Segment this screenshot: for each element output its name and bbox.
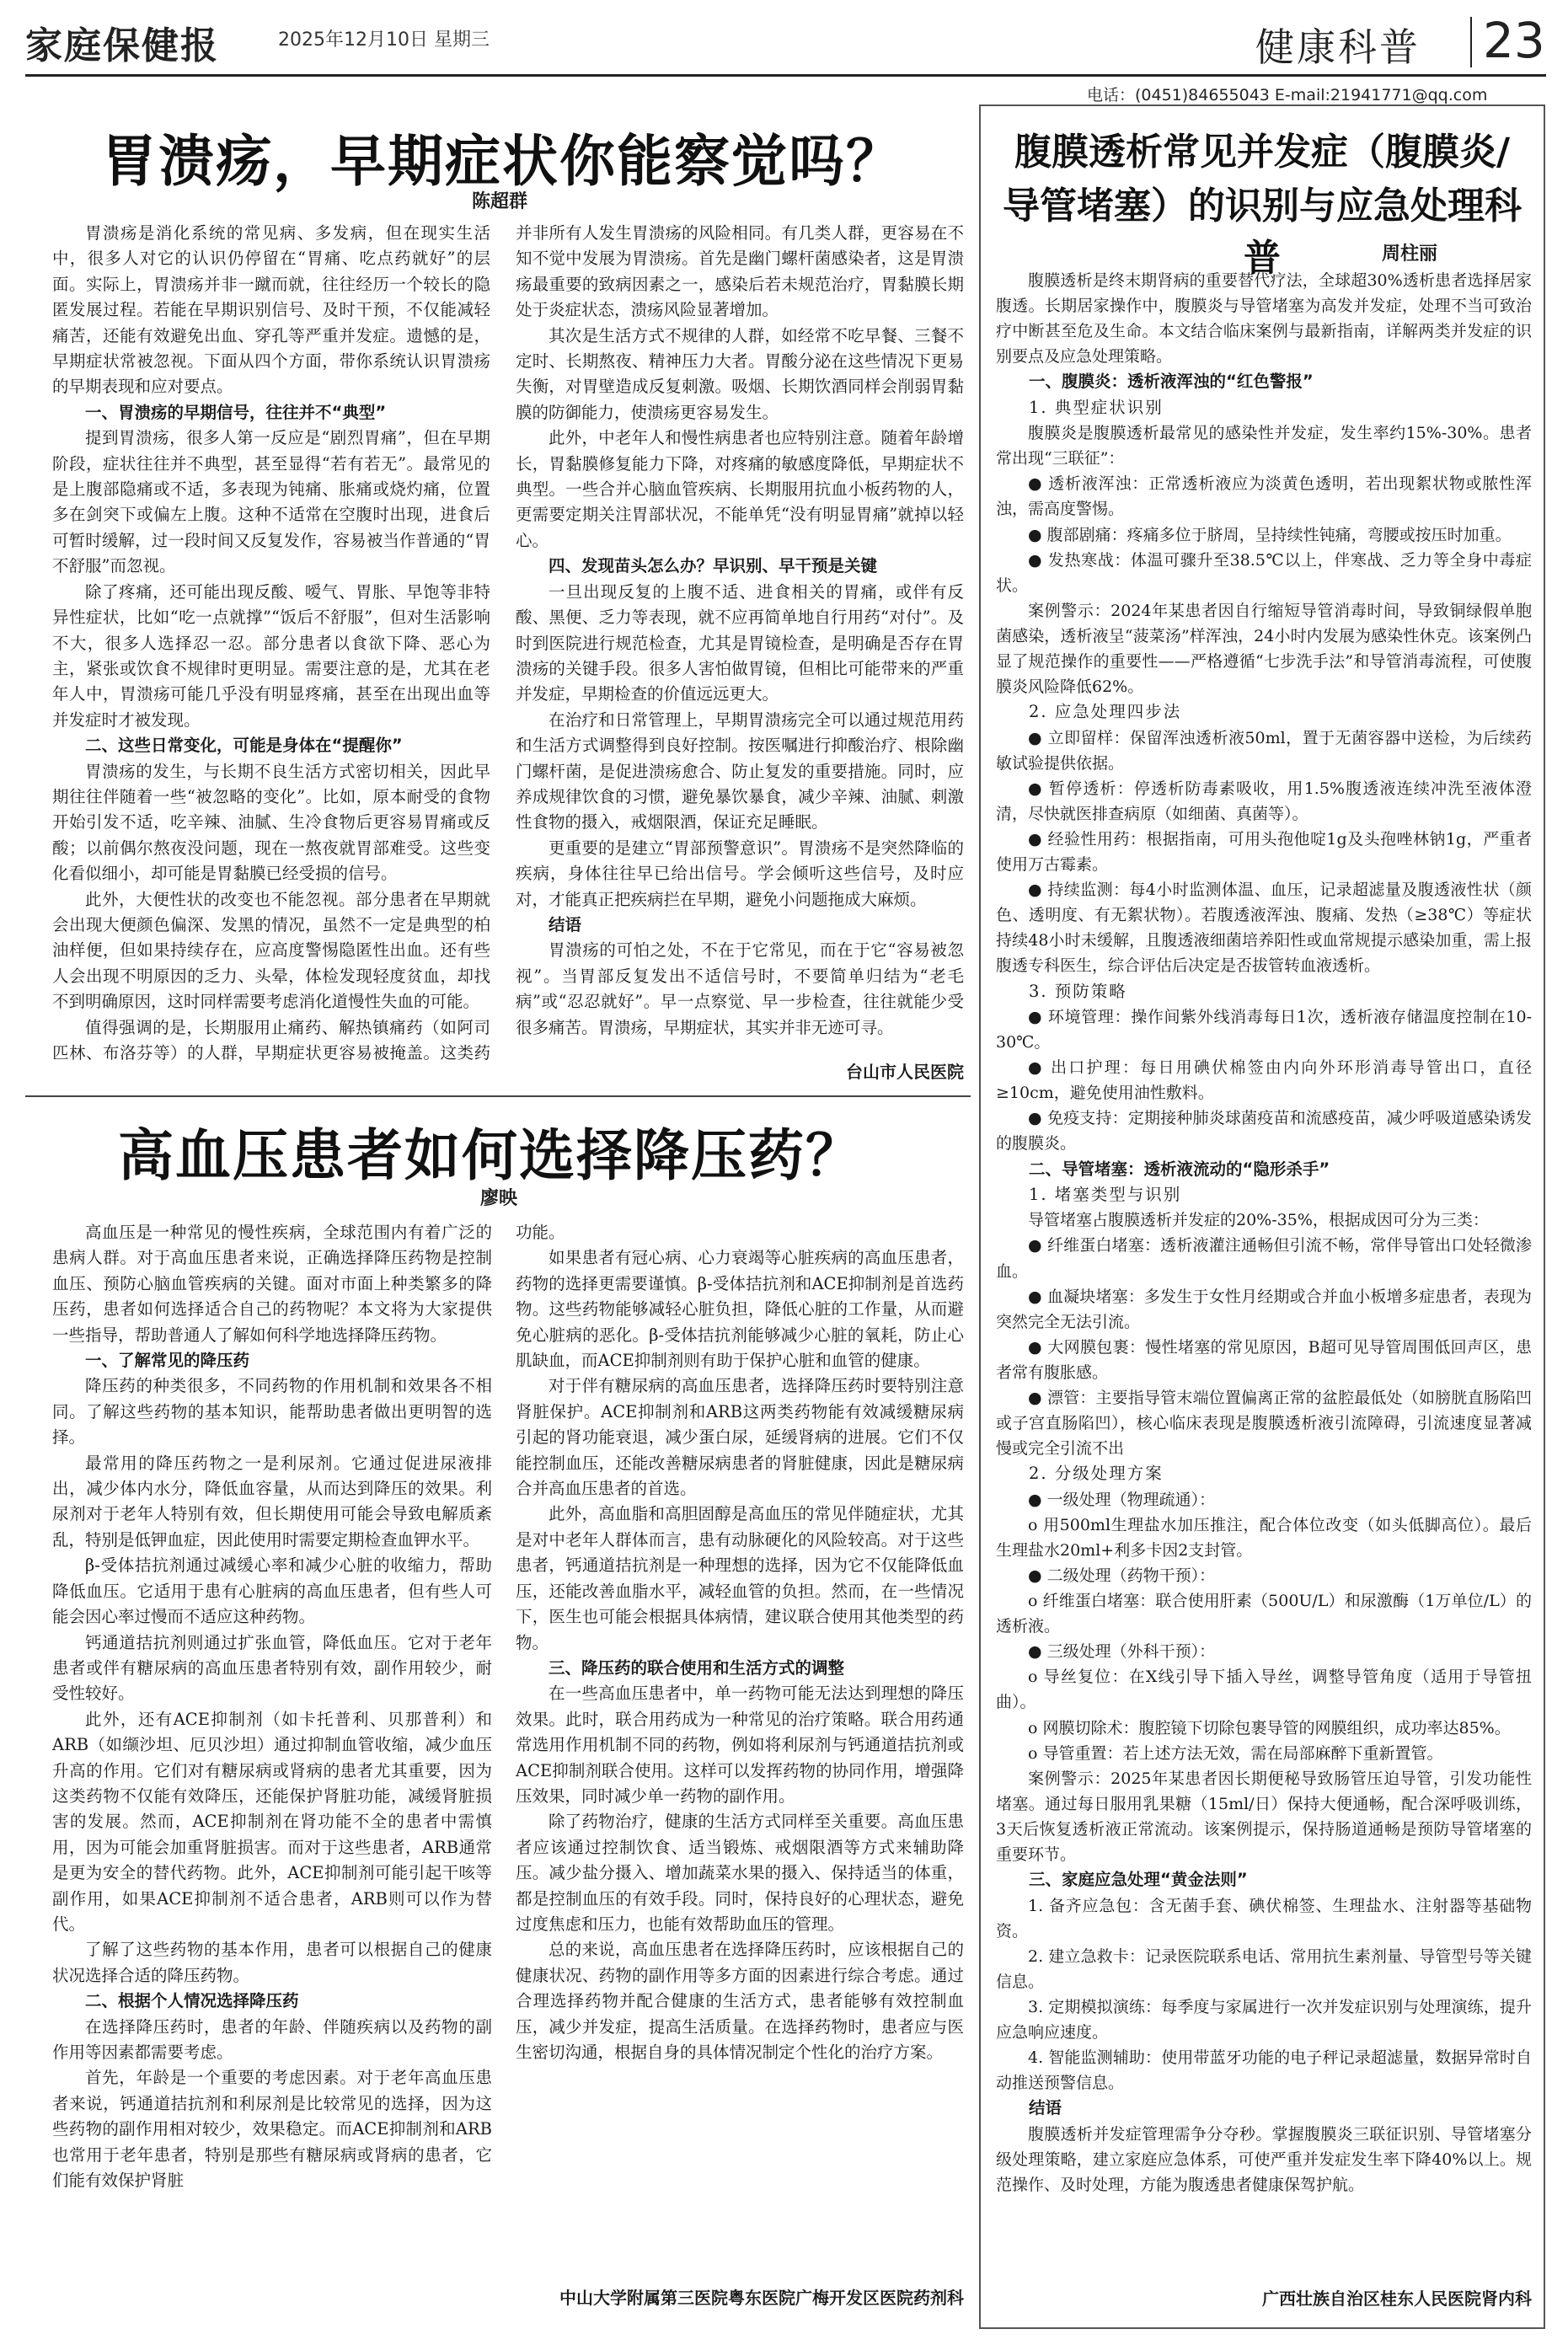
article1-title: 胃溃疡，早期症状你能察觉吗？ <box>101 128 903 194</box>
article1-author: 陈超群 <box>472 191 528 212</box>
paragraph: 案例警示：2024年某患者因自行缩短导管消毒时间，导致铜绿假单胞菌感染，透析液呈“菠菜汤”样浑浊，24小时内发展为感染性休克。该案例凸显了规范操作的重要性——严格遵循“七步洗手法”和导管消毒流程，可使腹膜炎风险降低62%。 <box>996 601 1532 697</box>
paragraph: 总的来说，高血压患者在选择降压药时，应该根据自己的健康状况、药物的副作用等多方面的因素进行综合考虑。通过合理选择药物并配合健康的生活方式，患者能够有效控制血压，减少并发症，提高生活质量。在选择药物时，患者应与医生密切沟通，根据自身的具体情况制定个性化的治疗方案。 <box>516 1940 964 2062</box>
paragraph: 在一些高血压患者中，单一药物可能无法达到理想的降压效果。此时，联合用药成为一种常见的治疗策略。联合用药通常选用作用机制不同的药物，例如将利尿剂与钙通道拮抗剂或ACE抑制剂联合使用。这样可以发挥药物的协同作用，增强降压效果，同时减少单一药物的副作用。 <box>516 1684 964 1806</box>
paragraph: 胃溃疡的可怕之处，不在于它常见，而在于它“容易被忽视”。当胃部反复发出不适信号时，不要简单归结为“老毛病”或“忍忍就好”。早一点察觉、早一步检查，往往就能少受很多痛苦。胃溃疡，早期症状，其实并非无迹可寻。 <box>516 940 964 1037</box>
paragraph: 降压药的种类很多，不同药物的作用机制和效果各不相同。了解这些药物的基本知识，能帮助患者做出更明智的选择。 <box>52 1376 492 1448</box>
paragraph: 在选择降压药时，患者的年龄、伴随疾病以及药物的副作用等因素都需要考虑。 <box>52 2016 492 2062</box>
paragraph: β-受体拮抗剂通过减缓心率和减少心脏的收缩力，帮助降低血压。它适用于患有心脏病的高血压患者，但有些人可能会因心率过慢而不适应这种药物。 <box>52 1555 492 1627</box>
paragraph: ● 透析液浑浊：正常透析液应为淡黄色透明，若出现絮状物或脓性浑浊，需高度警惕。 <box>996 474 1532 519</box>
section-heading: 二、导管堵塞：透析液流动的“隐形杀手” <box>1029 1159 1330 1179</box>
paragraph: 对于伴有糖尿病的高血压患者，选择降压药时要特别注意肾脏保护。ACE抑制剂和ARB这两类药物能有效减缓糖尿病引起的肾功能衰退，减少蛋白尿，延缓肾病的进展。它们不仅能控制血压，还能改善糖尿病患者的肾脏健康，因此是糖尿病合并高血压患者的首选。 <box>516 1376 964 1499</box>
article3-hospital: 广西壮族自治区桂东人民医院肾内科 <box>1262 2289 1532 2309</box>
article1-column-2 <box>516 221 964 1055</box>
paragraph: ● 三级处理（外科干预）： <box>1028 1642 1216 1662</box>
article1-hospital: 台山市人民医院 <box>846 1062 964 1082</box>
paragraph: 更重要的是建立“胃部预警意识”。胃溃疡不是突然降临的疾病，身体往往早已给出信号。学会倾听这些信号，及时应对，才能真正把疾病拦在早期，避免小问题拖成大麻烦。 <box>516 838 964 909</box>
article2-hospital: 中山大学附属第三医院粤东医院广梅开发区医院药剂科 <box>559 2288 964 2308</box>
paragraph: ● 腹部剧痛：疼痛多位于脐周，呈持续性钝痛，弯腰或按压时加重。 <box>1028 525 1512 544</box>
article3-body <box>996 268 1532 2273</box>
paragraph: 案例警示：2025年某患者因长期便秘导致肠管压迫导管，引发功能性堵塞。通过每日服用乳果糖（15ml/日）保持大便通畅，配合深呼吸训练，3天后恢复透析液正常流动。该案例提示，保持肠道通畅是预防导管堵塞的重要环节。 <box>996 1769 1532 1864</box>
paragraph: 提到胃溃疡，很多人第一反应是“剧烈胃痛”，但在早期阶段，症状往往并不典型，甚至显得“若有若无”。最常见的是上腹部隐痛或不适，多表现为钝痛、胀痛或烧灼痛，位置多在剑突下或偏左上腹。这种不适常在空腹时出现，进食后可暂时缓解，过一段时间又反复发作，容易被当作普通的“胃不舒服”而忽视。 <box>52 428 490 576</box>
paragraph: 4. 智能监测辅助：使用带蓝牙功能的电子秤记录超滤量，数据异常时自动推送预警信息。 <box>996 2048 1532 2093</box>
paragraph: 此外，还有ACE抑制剂（如卡托普利、贝那普利）和ARB（如缬沙坦、厄贝沙坦）通过抑制血管收缩，减少血压升高的作用。它们对有糖尿病或肾病的患者尤其重要，因为这类药物不仅能有效降压，还能保护肾脏功能，减缓肾脏损害的发展。然而，ACE抑制剂在肾功能不全的患者中需慎用，因为可能会加重肾脏损害。而对于这些患者，ARB通常是更为安全的替代药物。此外，ACE抑制剂可能引起干咳等副作用，如果ACE抑制剂不适合患者，ARB则可以作为替代。 <box>52 1709 492 1934</box>
paragraph: 并非所有人发生胃溃疡的风险相同。有几类人群，更容易在不知不觉中发展为胃溃疡。首先是幽门螺杆菌感染者，这是胃溃疡最重要的致病因素之一，感染后若未规范治疗，胃黏膜长期处于炎症状态，溃疡风险显著增加。 <box>516 223 964 320</box>
article3-author: 周柱丽 <box>1382 244 1438 265</box>
paragraph: ● 暂停透析：停透析防毒素吸收，用1.5%腹透液连续冲洗至液体澄清，尽快就医排查病原（如细菌、真菌等）。 <box>996 779 1532 823</box>
paragraph: 如果患者有冠心病、心力衰竭等心脏疾病的高血压患者，药物的选择更需要谨慎。β-受体拮抗剂和ACE抑制剂是首选药物。这些药物能够减轻心脏负担，降低心脏的工作量，从而避免心脏病的恶化。β-受体拮抗剂能够减少心脏的氧耗，防止心肌缺血，而ACE抑制剂则有助于保护心脏和血管的健康。 <box>516 1248 964 1371</box>
paragraph: 胃溃疡的发生，与长期不良生活方式密切相关，因此早期往往伴随着一些“被忽略的变化”。比如，原本耐受的食物开始引发不适，吃辛辣、油腻、生冷食物后更容易胃痛或反酸；以前偶尔熬夜没问题，现在一熬夜就胃部难受。这些变化看似细小，却可能是胃黏膜已经受损的信号。 <box>52 761 490 884</box>
paragraph: 腹膜透析是终末期肾病的重要替代疗法，全球超30%透析患者选择居家腹透。长期居家操作中，腹膜炎与导管堵塞为高发并发症，处理不当可致治疗中断甚至危及生命。本文结合临床案例与最新指南，详解两类并发症的识别要点及应急处理策略。 <box>996 271 1532 367</box>
paragraph: ● 发热寒战：体温可骤升至38.5℃以上，伴寒战、乏力等全身中毒症状。 <box>996 550 1532 595</box>
header-rule <box>25 74 1546 77</box>
paragraph: 胃溃疡是消化系统的常见病、多发病，但在现实生活中，很多人对它的认识仍停留在“胃痛、吃点药就好”的层面。实际上，胃溃疡并非一蹴而就，往往经历一个较长的隐匿发展过程。若能在早期识别信号、及时干预，不仅能减轻痛苦，还能有效避免出血、穿孔等严重并发症。遗憾的是，早期症状常被忽视。下面从四个方面，带你系统认识胃溃疡的早期表现和应对要点。 <box>52 223 490 397</box>
subsection-heading: 2. 分级处理方案 <box>1029 1464 1164 1484</box>
page-number: 23 <box>1483 12 1545 69</box>
paragraph: o 纤维蛋白堵塞：联合使用肝素（500U/L）和尿激酶（1万单位/L）的透析液。 <box>996 1592 1532 1636</box>
contact-info: 电话：(0451)84655043 E-mail:21941771@qq.com <box>1087 86 1488 104</box>
paragraph: ● 出口护理：每日用碘伏棉签由内向外环形消毒导管出口，直径≥10cm，避免使用油性敷料。 <box>996 1058 1532 1103</box>
paragraph: ● 血凝块堵塞：多发生于女性月经期或合并血小板增多症患者，表现为突然完全无法引流。 <box>996 1287 1532 1331</box>
paragraph: 此外，大便性状的改变也不能忽视。部分患者在早期就会出现大便颜色偏深、发黑的情况，虽然不一定是典型的柏油样便，但如果持续存在，应高度警惕隐匿性出血。还有些人会出现不明原因的乏力、头晕，体检发现轻度贫血，却找不到明确原因，这时同样需要考虑消化道慢性失血的可能。 <box>52 889 490 1012</box>
paragraph: 腹膜炎是腹膜透析最常见的感染性并发症，发生率约15%-30%。患者常出现“三联征”： <box>996 424 1532 468</box>
section-heading: 结语 <box>1029 2098 1062 2118</box>
paragraph: ● 二级处理（药物干预）： <box>1028 1566 1216 1585</box>
subsection-heading: 3. 预防策略 <box>1029 981 1127 1001</box>
paragraph: 除了药物治疗，健康的生活方式同样至关重要。高血压患者应该通过控制饮食、适当锻炼、戒烟限酒等方式来辅助降压。减少盐分摄入、增加蔬菜水果的摄入、保持适当的体重，都是控制血压的有效手段。同时，保持良好的心理状态，避免过度焦虑和压力，也能有效帮助血压的管理。 <box>516 1812 964 1934</box>
paragraph: 最常用的降压药物之一是利尿剂。它通过促进尿液排出，减少体内水分，降低血容量，从而达到降压的效果。利尿剂对于老年人特别有效，但长期使用可能会导致电解质紊乱，特别是低钾血症，因此使用时需要定期检查血钾水平。 <box>52 1453 492 1550</box>
section-heading: 四、发现苗头怎么办？早识别、早干预是关键 <box>549 556 878 576</box>
paragraph: 首先，年龄是一个重要的考虑因素。对于老年高血压患者来说，钙通道拮抗剂和利尿剂是比较常见的选择，因为这些药物的副作用相对较少，效果稳定。而ACE抑制剂和ARB也常用于老年患者，特别是那些有糖尿病或肾病的患者，它们能有效保护肾脏 <box>52 2068 492 2191</box>
paragraph: 了解了这些药物的基本作用，患者可以根据自己的健康状况选择合适的降压药物。 <box>52 1940 492 1985</box>
section-heading: 一、腹膜炎：透析液浑浊的“红色警报” <box>1029 372 1314 392</box>
masthead: 家庭保健报 <box>25 24 219 67</box>
article2-column-2 <box>516 1220 964 2282</box>
paragraph: ● 大网膜包裹：慢性堵塞的常见原因，B超可见导管周围低回声区，患者常有腹胀感。 <box>996 1337 1532 1382</box>
paragraph: o 导丝复位：在X线引导下插入导丝，调整导管角度（适用于导管扭曲）。 <box>996 1668 1532 1712</box>
paragraph: 在治疗和日常管理上，早期胃溃疡完全可以通过规范用药和生活方式调整得到良好控制。按医嘱进行抑酸治疗、根除幽门螺杆菌，是促进溃疡愈合、防止复发的重要措施。同时，应养成规律饮食的习惯，避免暴饮暴食，减少辛辣、油腻、刺激性食物的摄入，戒烟限酒，保证充足睡眠。 <box>516 709 964 833</box>
paragraph: 此外，中老年人和慢性病患者也应特别注意。随着年龄增长，胃黏膜修复能力下降，对疼痛的敏感度降低，早期症状不典型。一些合并心脑血管疾病、长期服用抗血小板药物的人，更需要定期关注胃部状况，不能单凭“没有明显胃痛”就掉以轻心。 <box>516 428 964 550</box>
paragraph: ● 纤维蛋白堵塞：透析液灌注通畅但引流不畅，常伴导管出口处轻微渗血。 <box>996 1236 1532 1281</box>
section-heading: 二、这些日常变化，可能是身体在“提醒你” <box>85 736 403 756</box>
paragraph: 功能。 <box>516 1223 565 1242</box>
paragraph: 高血压是一种常见的慢性疾病，全球范围内有着广泛的患病人群。对于高血压患者来说，正确选择降压药物是控制血压、预防心脑血管疾病的关键。面对市面上种类繁多的降压药，患者如何选择适合自己的药物呢？本文将为大家提供一些指导，帮助普通人了解如何科学地选择降压药物。 <box>52 1223 492 1345</box>
paragraph: 3. 定期模拟演练：每季度与家属进行一次并发症识别与处理演练，提升应急响应速度。 <box>996 1997 1532 2042</box>
section-heading: 三、降压药的联合使用和生活方式的调整 <box>549 1657 845 1678</box>
paragraph: ● 经验性用药：根据指南，可用头孢他啶1g及头孢唑林钠1g，严重者使用万古霉素。 <box>996 830 1532 875</box>
paragraph: o 网膜切除术：腹腔镜下切除包裹导管的网膜组织，成功率达85%。 <box>1028 1718 1511 1737</box>
paragraph: ● 免疫支持：定期接种肺炎球菌疫苗和流感疫苗，减少呼吸道感染诱发的腹膜炎。 <box>996 1109 1532 1154</box>
section-heading: 结语 <box>549 914 582 934</box>
paragraph: ● 一级处理（物理疏通）： <box>1028 1490 1216 1509</box>
paragraph: 1. 备齐应急包：含无菌手套、碘伏棉签、生理盐水、注射器等基础物资。 <box>996 1896 1532 1941</box>
section-heading: 二、根据个人情况选择降压药 <box>85 1991 299 2011</box>
paragraph: ● 持续监测：每4小时监测体温、血压，记录超滤量及腹透液性状（颜色、透明度、有无絮状物）。若腹透液浑浊、腹痛、发热（≥38℃）等症状持续48小时未缓解，且腹透液细菌培养阳性或血常规提示感染加重，需上报腹透专科医生，综合评估后决定是否拔管转血液透析。 <box>996 881 1532 976</box>
paragraph: 此外，高血脂和高胆固醇是高血压的常见伴随症状，尤其是对中老年人群体而言，患有动脉硬化的风险较高。对于这些患者，钙通道拮抗剂是一种理想的选择，因为它不仅能降低血压，还能改善血脂水平，减轻血管的负担。然而，在一些情况下，医生也可能会根据具体病情，建议联合使用其他类型的药物。 <box>516 1504 964 1652</box>
article3-title-line1: 腹膜透析常见并发症（腹膜炎/ <box>1014 131 1511 174</box>
subsection-heading: 2. 应急处理四步法 <box>1029 702 1182 722</box>
paragraph: 2. 建立急救卡：记录医院联系电话、常用抗生素剂量、导管型号等关键信息。 <box>996 1946 1532 1991</box>
article-separator <box>25 1095 971 1097</box>
paragraph: ● 漂管：主要指导管末端位置偏离正常的盆腔最低处（如膀胱直肠陷凹或子宫直肠陷凹），核心临床表现是腹膜透析液引流障碍，引流速度显著减慢或完全引流不出 <box>996 1389 1532 1459</box>
header-divider <box>1470 17 1472 67</box>
paragraph: o 用500ml生理盐水加压推注，配合体位改变（如头低脚高位）。最后生理盐水20ml+利多卡因2支封管。 <box>996 1515 1532 1560</box>
section-heading: 三、家庭应急处理“黄金法则” <box>1029 1870 1248 1890</box>
paragraph: 其次是生活方式不规律的人群，如经常不吃早餐、三餐不定时、长期熬夜、精神压力大者。胃酸分泌在这些情况下更易失衡，对胃壁造成反复刺激。吸烟、长期饮酒同样会削弱胃黏膜的防御能力，使溃疡更容易发生。 <box>516 325 964 422</box>
article1-column-1 <box>52 221 490 1063</box>
paragraph: ● 立即留样：保留浑浊透析液50ml，置于无菌容器中送检，为后续药敏试验提供依据。 <box>996 728 1532 773</box>
paragraph: 钙通道拮抗剂则通过扩张血管，降低血压。它对于老年患者或伴有糖尿病的高血压患者特别有效，副作用较少，耐受性较好。 <box>52 1632 492 1704</box>
issue-date: 2025年12月10日 星期三 <box>278 29 490 51</box>
article2-author: 廖映 <box>480 1188 518 1209</box>
section-title: 健康科普 <box>1255 24 1421 70</box>
subsection-heading: 1. 堵塞类型与识别 <box>1029 1184 1182 1204</box>
paragraph: 一旦出现反复的上腹不适、进食相关的胃痛，或伴有反酸、黑便、乏力等表现，就不应再简单地自行用药“对付”。及时到医院进行规范检查，尤其是胃镜检查，是明确是否存在胃溃疡的关键手段。很多人害怕做胃镜，但相比可能带来的严重并发症，早期检查的价值远远更大。 <box>516 581 964 704</box>
paragraph: 除了疼痛，还可能出现反酸、嗳气、胃胀、早饱等非特异性症状，比如“吃一点就撑”“饭后不舒服”，但对生活影响不大，很多人选择忍一忍。部分患者以食欲下降、恶心为主，紧张或饮食不规律时更明显。需要注意的是，尤其在老年人中，胃溃疡可能几乎没有明显疼痛，甚至在出现出血等并发症时才被发现。 <box>52 581 490 730</box>
paragraph: ● 环境管理：操作间紫外线消毒每日1次，透析液存储温度控制在10-30℃。 <box>996 1007 1532 1052</box>
paragraph: 腹膜透析并发症管理需争分夺秒。掌握腹膜炎三联征识别、导管堵塞分级处理策略，建立家庭应急体系，可使严重并发症发生率下降40%以上。规范操作、及时处理，方能为腹透患者健康保驾护航。 <box>996 2124 1532 2194</box>
paragraph: o 导管重置：若上述方法无效，需在局部麻醉下重新置管。 <box>1028 1743 1443 1763</box>
section-heading: 一、胃溃疡的早期信号，往往并不“典型” <box>85 402 387 422</box>
paragraph: 导管堵塞占腹膜透析并发症的20%-35%，根据成因可分为三类： <box>1028 1211 1489 1230</box>
article3-title-line2: 导管堵塞）的识别与应急处理科普 <box>1003 185 1522 280</box>
section-heading: 一、了解常见的降压药 <box>85 1351 250 1371</box>
subsection-heading: 1. 典型症状识别 <box>1029 397 1164 417</box>
article2-title: 高血压患者如何选择降压药？ <box>118 1122 863 1188</box>
paragraph: 值得强调的是，长期服用止痛药、解热镇痛药（如阿司匹林、布洛芬等）的人群，早期症状更容易被掩盖。这类药 <box>52 1017 490 1063</box>
article2-column-1 <box>52 1220 492 2328</box>
